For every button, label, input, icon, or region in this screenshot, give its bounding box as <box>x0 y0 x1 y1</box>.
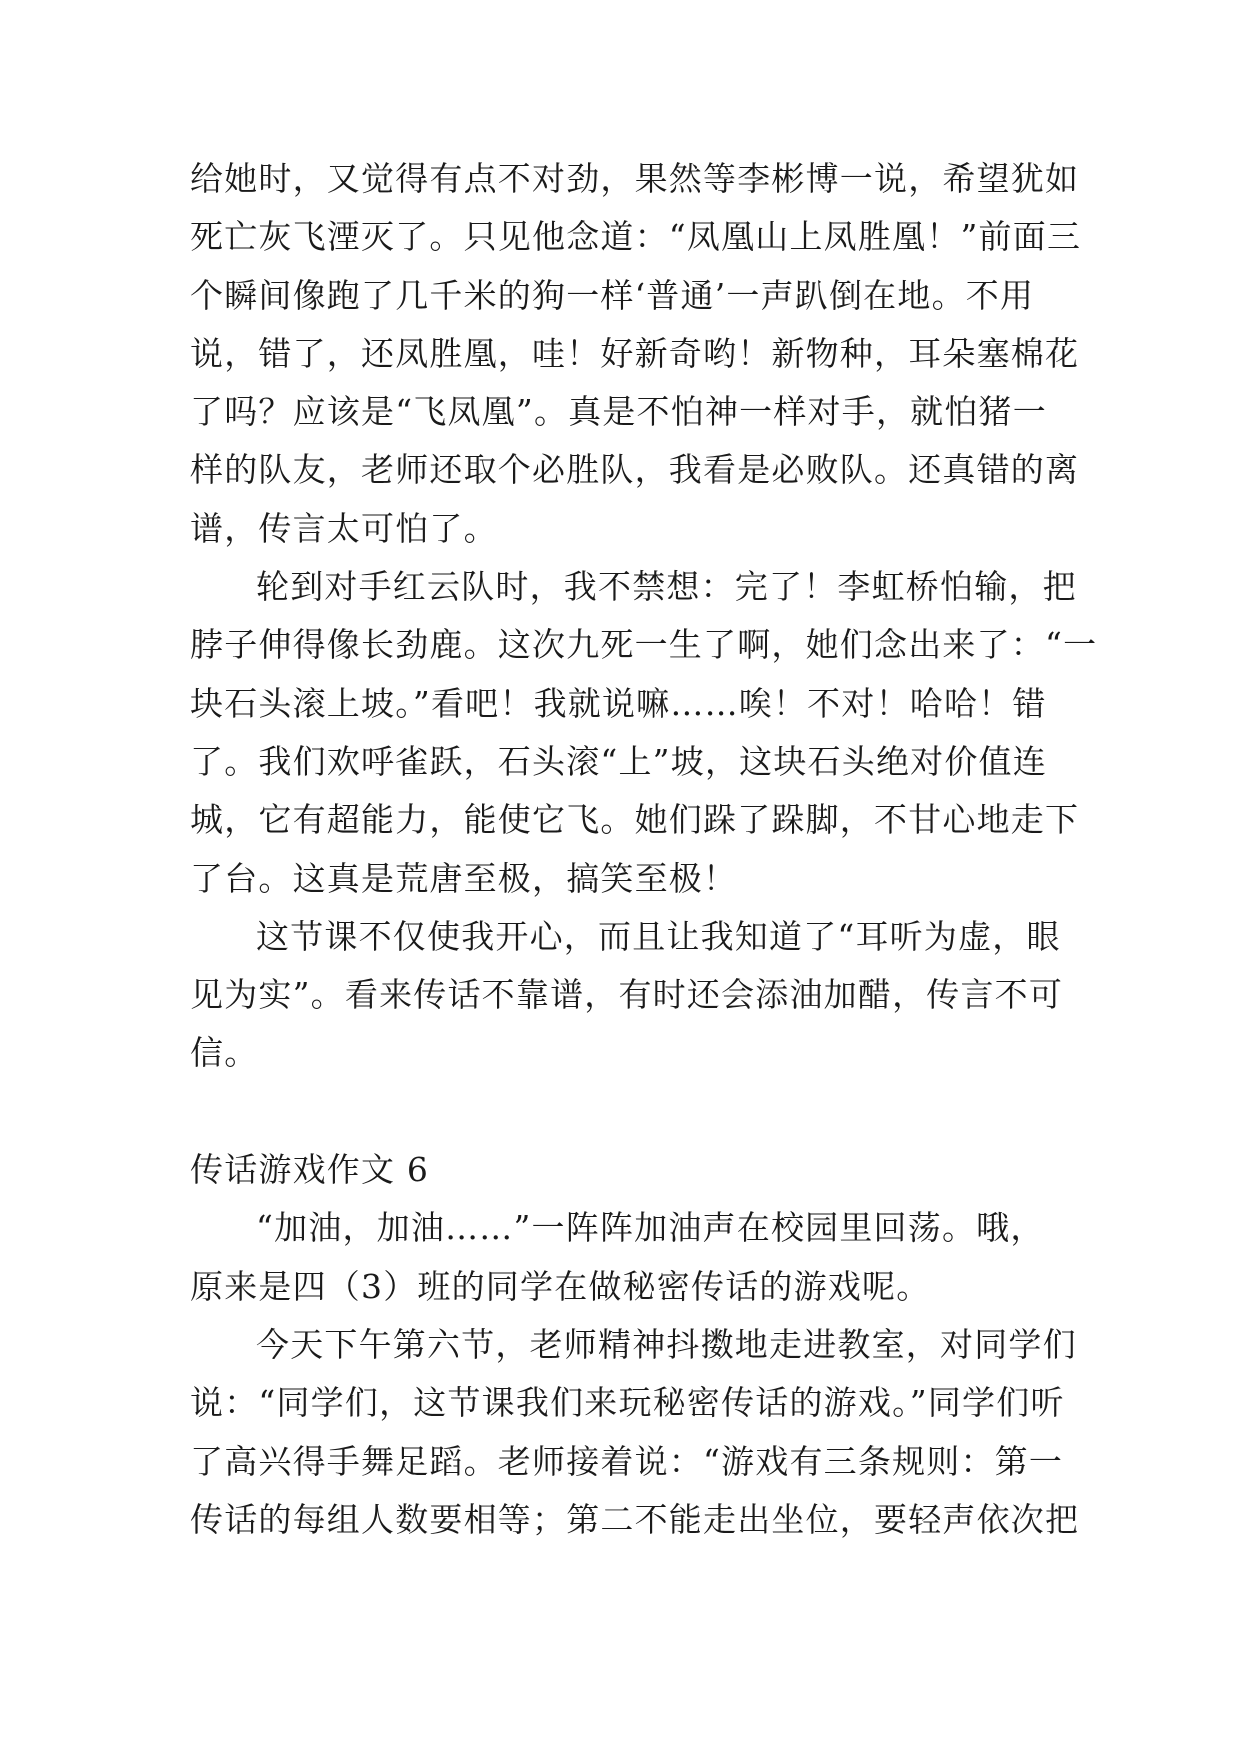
text-line: 了。我们欢呼雀跃，石头滚“上”坡，这块石头绝对价值连 <box>190 741 1047 781</box>
text-line: 给她时，又觉得有点不对劲，果然等李彬博一说，希望犹如 <box>190 159 1080 198</box>
paragraph <box>190 1316 1080 1549</box>
text-line: 信。 <box>190 1033 259 1073</box>
text-line: 个瞬间像跑了几千米的狗一样‘普通’一声趴倒在地。不用 <box>190 275 1035 315</box>
text-line: 了台。这真是荒唐至极，搞笑至极！ <box>190 858 738 898</box>
text-line: 了高兴得手舞足蹈。老师接着说：“游戏有三条规则：第一 <box>190 1441 1064 1481</box>
paragraph <box>190 1199 1060 1316</box>
text-line: 轮到对手红云队时，我不禁想：完了！李虹桥怕输，把 <box>256 567 1077 607</box>
text-line: 今天下午第六节，老师精神抖擞地走进教室，对同学们 <box>256 1324 1077 1364</box>
text-line: 传话的每组人数要相等；第二不能走出坐位，要轻声依次把 <box>190 1499 1080 1539</box>
section-spacer <box>190 1083 1060 1141</box>
text-line: “加油，加油……”一阵阵加油声在校园里回荡。哦， <box>256 1208 1045 1248</box>
text-line: 样的队友，老师还取个必胜队，我看是必败队。还真错的离 <box>190 450 1080 490</box>
text-line: 了吗？应该是“飞凤凰”。真是不怕神一样对手，就怕猪一 <box>190 392 1047 432</box>
text-line: 谱，传言太可怕了。 <box>190 508 498 548</box>
section-title: 传话游戏作文 6 <box>190 1150 430 1190</box>
text-line: 说，错了，还凤胜凰，哇！好新奇哟！新物种，耳朵塞棉花 <box>190 333 1080 373</box>
paragraph <box>190 558 1098 908</box>
text-line: 死亡灰飞湮灭了。只见他念道：“凤凰山上凤胜凰！”前面三 <box>190 217 1082 257</box>
paragraph <box>190 908 1064 1083</box>
text-line: 说：“同学们，这节课我们来玩秘密传话的游戏。”同学们听 <box>190 1383 1065 1423</box>
paragraph <box>190 150 1082 558</box>
text-line: 原来是四（3）班的同学在做秘密传话的游戏呢。 <box>190 1266 931 1306</box>
text-line: 城，它有超能力，能使它飞。她们跺了跺脚，不甘心地走下 <box>190 800 1080 840</box>
text-line: 见为实”。看来传话不靠谱，有时还会添油加醋，传言不可 <box>190 975 1064 1015</box>
document-page <box>190 150 1098 1549</box>
text-line: 这节课不仅使我开心，而且让我知道了“耳听为虚，眼 <box>256 916 1061 956</box>
text-line: 脖子伸得像长劲鹿。这次九死一生了啊，她们念出来了：“一 <box>190 625 1098 665</box>
text-line: 块石头滚上坡。”看吧！我就说嘛……唉！不对！哈哈！错 <box>190 683 1047 723</box>
